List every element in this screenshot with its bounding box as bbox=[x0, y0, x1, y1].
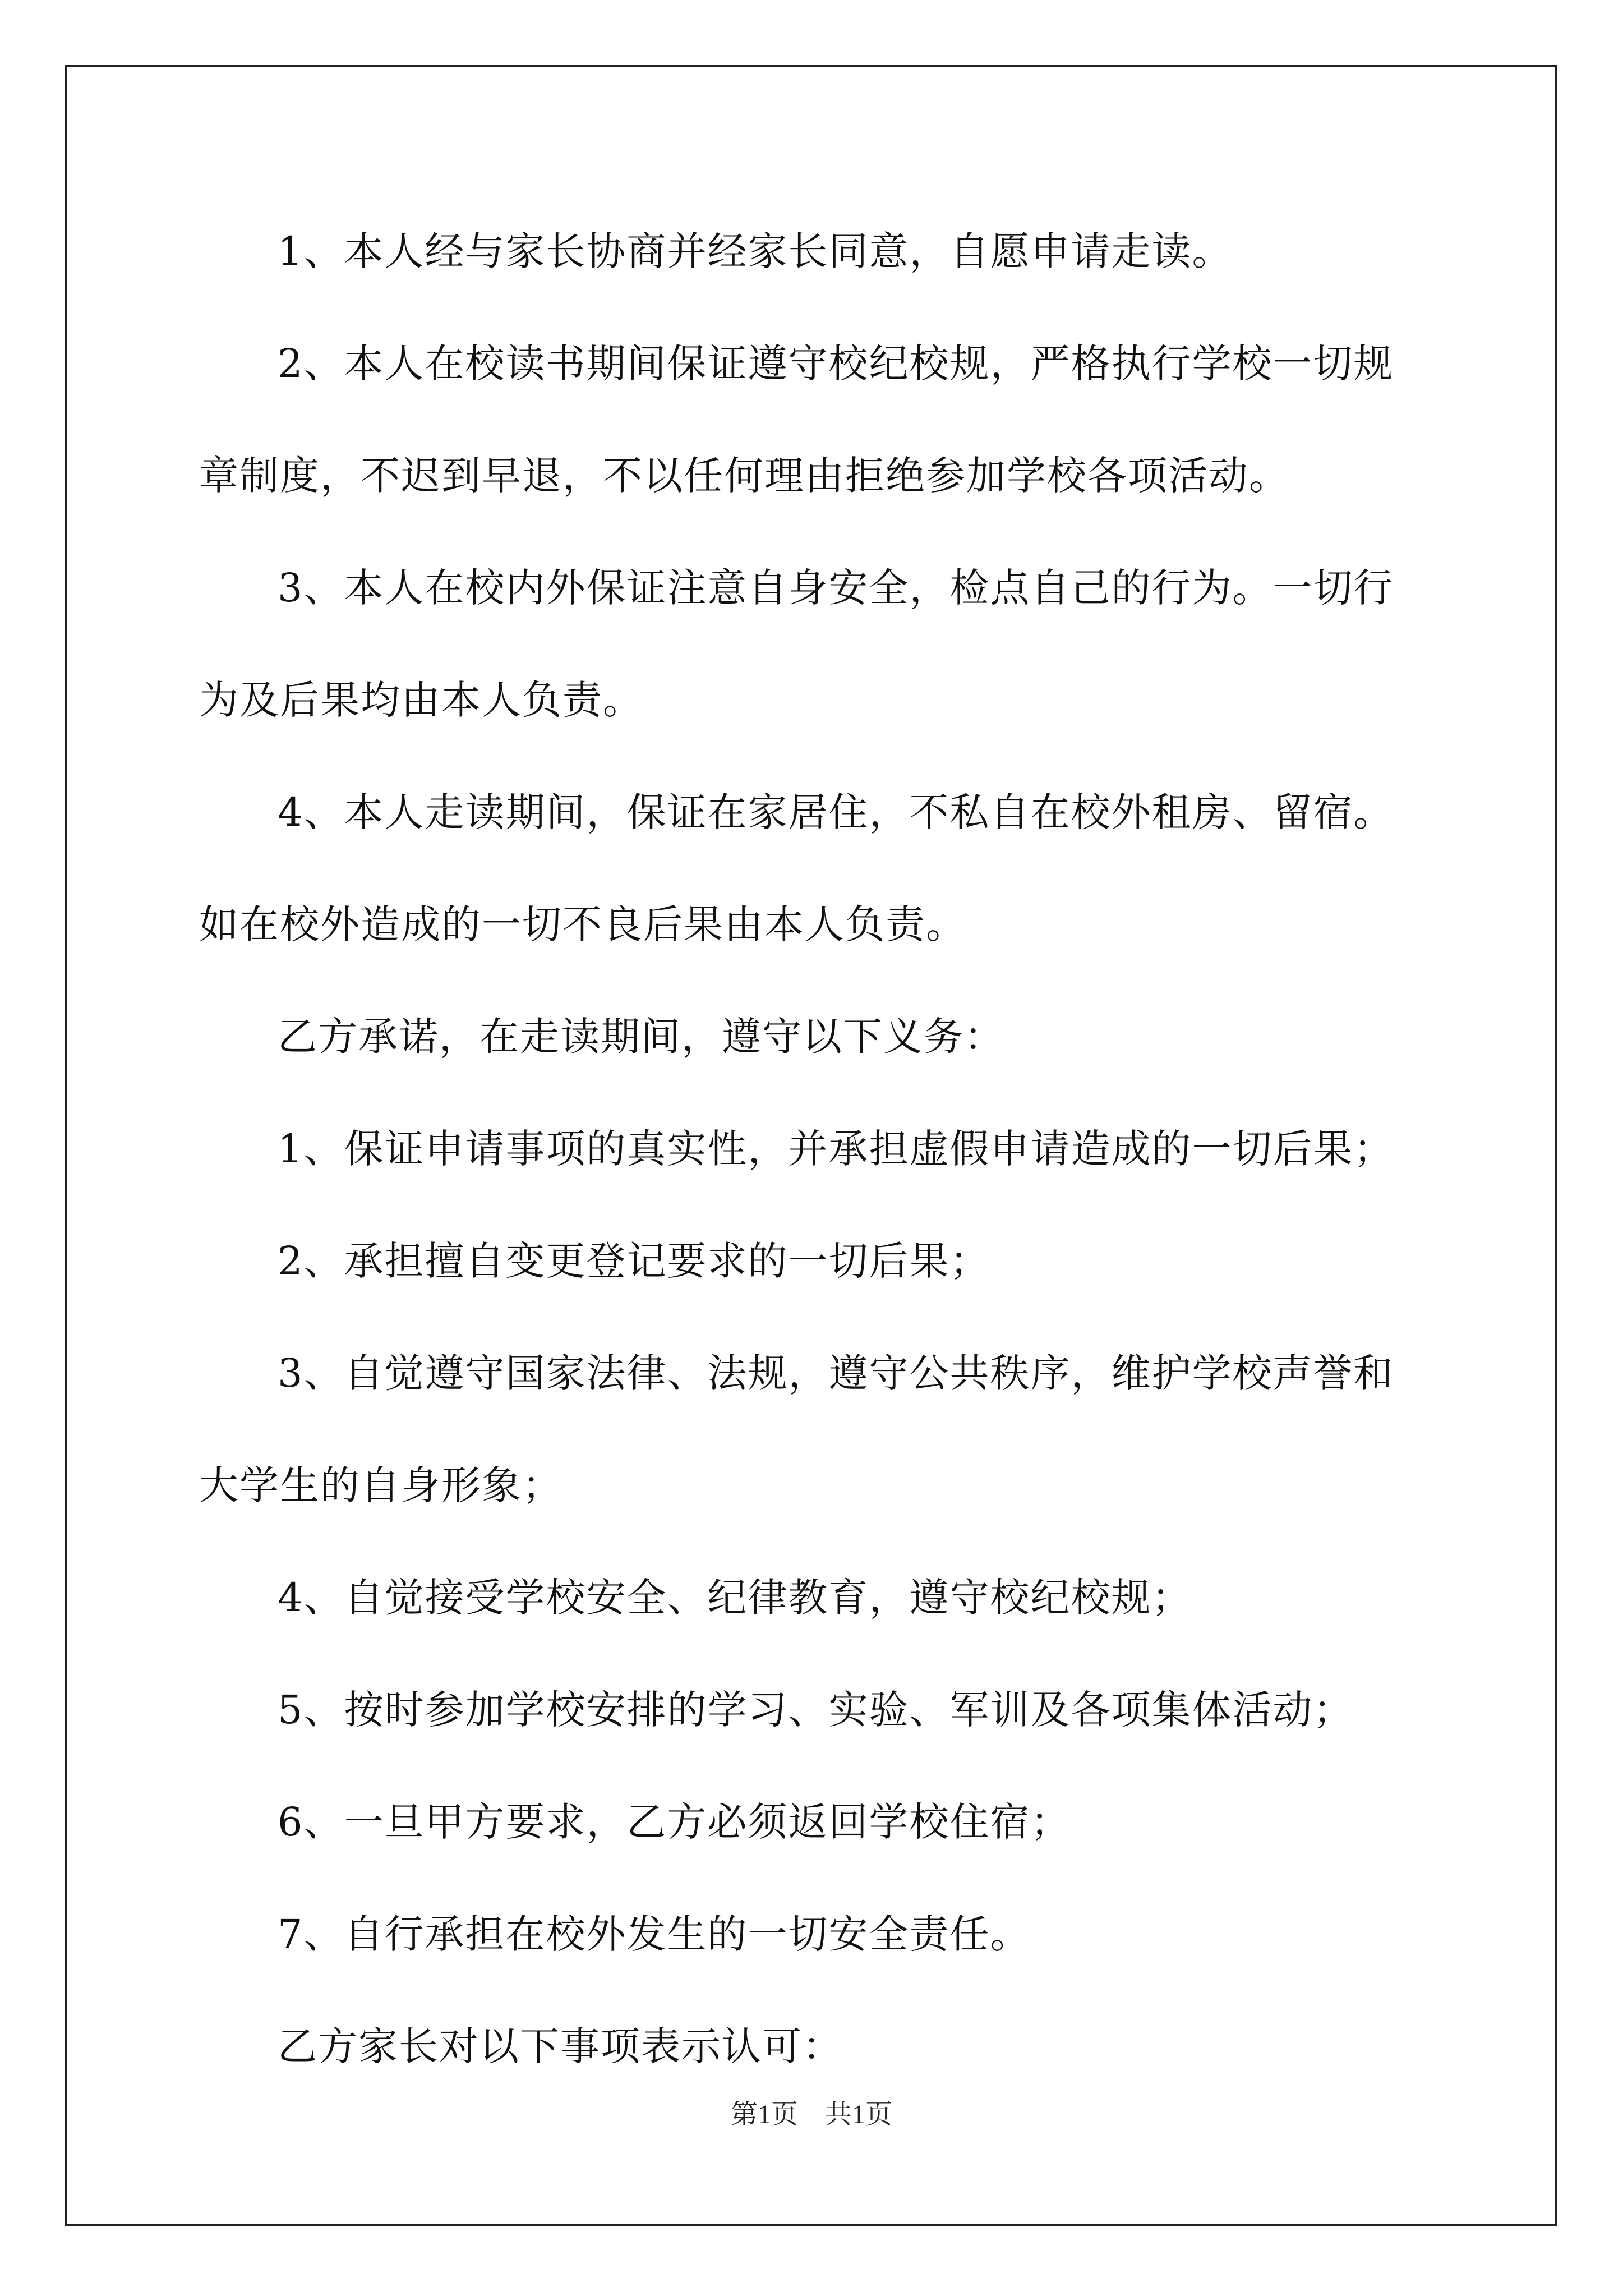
paragraph: 乙方家长对以下事项表示认可： bbox=[278, 2023, 843, 2069]
document-body bbox=[199, 195, 1433, 2102]
paragraph: 2、本人在校读书期间保证遵守校纪校规，严格执行学校一切规章制度，不迟到早退，不以任何理由拒绝参加学校各项活动。 bbox=[199, 341, 1394, 499]
paragraph: 6、一旦甲方要求，乙方必须返回学校住宿； bbox=[278, 1799, 1071, 1845]
paragraph: 5、按时参加学校安排的学习、实验、军训及各项集体活动； bbox=[278, 1687, 1354, 1733]
paragraph: 1、保证申请事项的真实性，并承担虚假申请造成的一切后果； bbox=[278, 1126, 1394, 1172]
page-total: 共1页 bbox=[825, 2100, 893, 2129]
paragraph: 7、自行承担在校外发生的一切安全责任。 bbox=[278, 1911, 1031, 1957]
paragraph: 1、本人经与家长协商并经家长同意，自愿申请走读。 bbox=[278, 228, 1233, 274]
page-number: 第1页 bbox=[730, 2100, 798, 2129]
page-footer bbox=[0, 2092, 1623, 2131]
paragraph: 3、本人在校内外保证注意自身安全，检点自己的行为。一切行为及后果均由本人负责。 bbox=[199, 565, 1394, 723]
paragraph: 乙方承诺，在走读期间，遵守以下义务： bbox=[278, 1014, 1004, 1060]
paragraph: 4、自觉接受学校安全、纪律教育，遵守校纪校规； bbox=[278, 1575, 1192, 1621]
paragraph: 3、自觉遵守国家法律、法规，遵守公共秩序，维护学校声誉和大学生的自身形象； bbox=[199, 1350, 1394, 1508]
paragraph: 2、承担擅自变更登记要求的一切后果； bbox=[278, 1238, 990, 1284]
paragraph: 4、本人走读期间，保证在家居住，不私自在校外租房、留宿。如在校外造成的一切不良后果由本人负责。 bbox=[199, 789, 1394, 947]
